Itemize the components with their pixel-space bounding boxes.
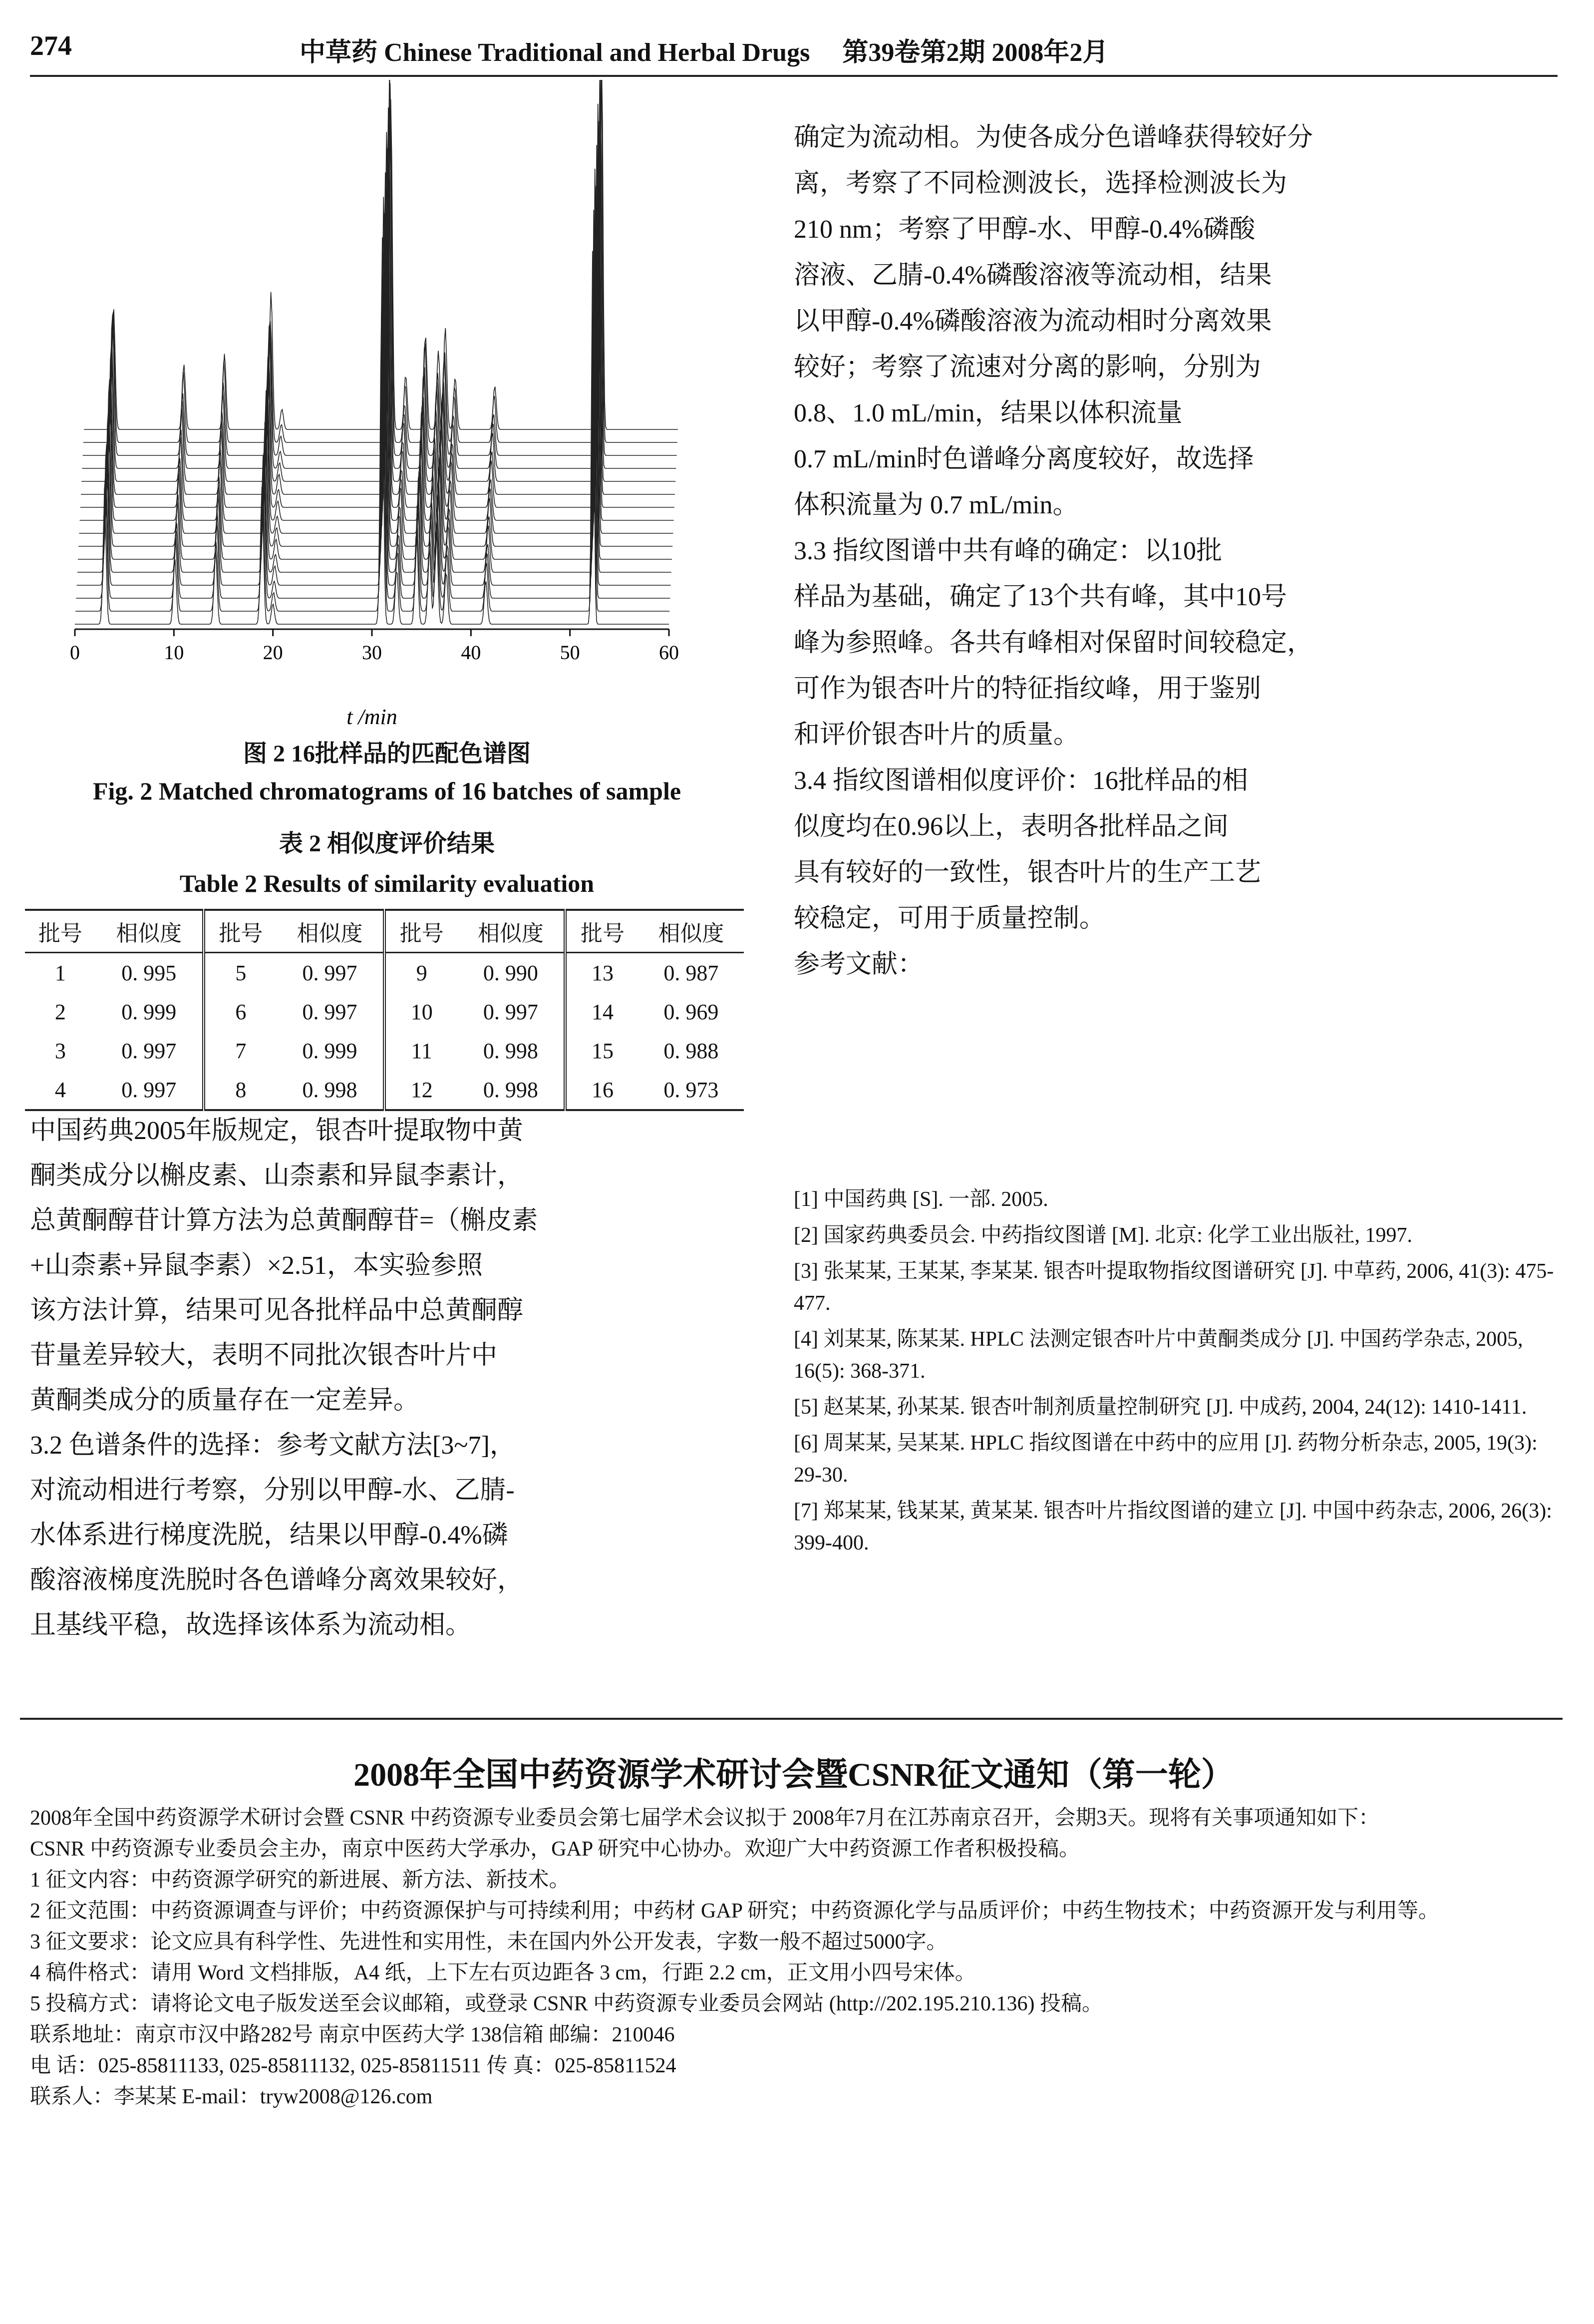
chromatogram-trace	[79, 145, 673, 533]
batch-number-cell: 9	[384, 953, 458, 993]
notice-paragraph: 2008年全国中药资源学术研讨会暨 CSNR 中药资源专业委员会第七届学术会议拟于 2008年7月在江苏南京召开，会期3天。现将有关事项通知如下：	[30, 1807, 1380, 1830]
table-header: 批号	[25, 910, 96, 953]
similarity-cell: 0. 997	[121, 1038, 177, 1063]
chromatogram-figure	[30, 80, 744, 744]
body-text-line: 苷量差异较大，表明不同批次银杏叶片中	[30, 1341, 498, 1370]
reference-item: [5] 赵某某, 孙某某. 银杏叶制剂质量控制研究 [J]. 中成药, 2004, 24(12): 1410-1411.	[794, 1396, 1527, 1419]
references-list	[794, 1183, 1558, 1563]
notice-paragraph: 电 话：025-85811133, 025-85811132, 025-85811511 传 真：025-85811524	[30, 2054, 676, 2077]
body-text-line: 3.4 指纹图谱相似度评价：16批样品的相	[794, 767, 1249, 795]
batch-number-cell: 7	[204, 1031, 277, 1070]
reference-item: [6] 周某某, 吴某某. HPLC 指纹图谱在中药中的应用 [J]. 药物分析杂志, 2005, 19(3): 29-30.	[794, 1432, 1538, 1487]
right-column-text	[794, 115, 1558, 988]
x-tick-label: 20	[263, 641, 283, 664]
table-row	[25, 1031, 744, 1070]
body-text-line: 酮类成分以槲皮素、山柰素和异鼠李素计，	[30, 1162, 524, 1190]
table-body	[25, 953, 744, 1111]
similarity-cell: 0. 973	[663, 1077, 719, 1102]
notice-body	[30, 1803, 1558, 2112]
page-header	[30, 20, 1558, 77]
x-axis-ticks	[70, 629, 679, 664]
table-header-row	[25, 910, 744, 953]
table-header: 相似度	[638, 910, 744, 953]
similarity-cell: 0. 998	[483, 1077, 538, 1102]
body-text-line: 可作为银杏叶片的特征指纹峰，用于鉴别	[794, 675, 1262, 703]
similarity-cell: 0. 999	[121, 999, 177, 1024]
reference-item: [3] 张某某, 王某某, 李某某. 银杏叶提取物指纹图谱研究 [J]. 中草药, 2006, 41(3): 475-477.	[794, 1260, 1554, 1315]
notice-paragraph: 联系地址：南京市汉中路282号 南京中医药大学 138信箱 邮编：210046	[30, 2023, 675, 2046]
similarity-cell: 0. 997	[483, 999, 538, 1024]
notice-paragraph: CSNR 中药资源专业委员会主办，南京中医药大学承办，GAP 研究中心协办。欢迎广大中药资源工作者积极投稿。	[30, 1838, 1080, 1861]
batch-number-cell: 14	[565, 992, 638, 1031]
batch-number-cell: 16	[565, 1070, 638, 1110]
left-column-text	[30, 1109, 744, 1648]
x-axis-label: t /min	[346, 705, 397, 729]
reference-item: [1] 中国药典 [S]. 一部. 2005.	[794, 1188, 1048, 1211]
batch-number-cell: 15	[565, 1031, 638, 1070]
chromatogram-trace	[75, 251, 669, 625]
body-text-line: 溶液、乙腈-0.4%磷酸溶液等流动相，结果	[794, 261, 1272, 290]
chromatogram-trace	[78, 172, 672, 546]
chromatogram-trace	[78, 186, 672, 560]
batch-number-cell: 8	[204, 1070, 277, 1110]
chromatogram-trace	[75, 237, 669, 611]
body-text-line: 该方法计算，结果可见各批样品中总黄酮醇	[30, 1296, 524, 1325]
body-text-line: 0.7 mL/min时色谱峰分离度较好，故选择	[794, 445, 1254, 473]
notice-paragraph: 2 征文范围：中药资源调查与评价；中药资源保护与可持续利用；中药材 GAP 研究；中药资源化学与品质评价；中药生物技术；中药资源开发与利用等。	[30, 1900, 1439, 1923]
table-header: 相似度	[96, 910, 204, 953]
body-text-line: 酸溶液梯度洗脱时各色谱峰分离效果较好，	[30, 1566, 524, 1594]
batch-number-cell: 13	[565, 953, 638, 993]
table-header: 相似度	[277, 910, 384, 953]
page-number: 274	[30, 30, 72, 61]
similarity-cell: 0. 998	[302, 1077, 357, 1102]
body-text-line: 具有较好的一致性，银杏叶片的生产工艺	[794, 858, 1262, 887]
reference-item: [4] 刘某某, 陈某某. HPLC 法测定银杏叶片中黄酮类成分 [J]. 中国药学杂志, 2005, 16(5): 368-371.	[794, 1328, 1523, 1383]
table-title-cn: 表 2 相似度评价结果	[279, 830, 495, 857]
batch-number-cell: 11	[384, 1031, 458, 1070]
table-row	[25, 953, 744, 993]
chromatogram-trace	[77, 169, 671, 572]
reference-item: [7] 郑某某, 钱某某, 黄某某. 银杏叶片指纹图谱的建立 [J]. 中国中药杂志, 2006, 26(3): 399-400.	[794, 1500, 1552, 1554]
figure-caption-cn: 图 2 16批样品的匹配色谱图	[243, 741, 531, 767]
body-text-line: 离，考察了不同检测波长，选择检测波长为	[794, 169, 1287, 198]
body-text-line: 似度均在0.96以上，表明各批样品之间	[794, 812, 1229, 841]
notice-paragraph: 联系人：李某某 E-mail：tryw2008@126.com	[30, 2085, 433, 2108]
batch-number-cell: 1	[54, 960, 66, 985]
batch-number-cell: 4	[54, 1077, 66, 1102]
table-header: 批号	[384, 910, 458, 953]
table-row	[25, 992, 744, 1031]
batch-number-cell: 12	[384, 1070, 458, 1110]
chromatogram-traces	[75, 80, 678, 624]
body-text-line: +山柰素+异鼠李素）×2.51，本实验参照	[30, 1251, 483, 1280]
x-tick-label: 10	[164, 641, 184, 664]
x-tick-label: 60	[659, 641, 679, 664]
body-text-line: 体积流量为 0.7 mL/min。	[794, 491, 1079, 519]
chromatogram-trace	[76, 210, 670, 598]
notice-paragraph: 4 稿件格式：请用 Word 文档排版，A4 纸，上下左右页边距各 3 cm，行距 2.2 cm，正文用小四号宋体。	[30, 1961, 976, 1984]
chromatogram-trace	[81, 107, 675, 481]
similarity-cell: 0. 997	[302, 999, 357, 1024]
chromatogram-trace	[82, 80, 676, 468]
batch-number-cell: 2	[54, 999, 66, 1024]
chromatogram-trace	[77, 197, 671, 585]
section-divider	[20, 1718, 1563, 1720]
chromatogram-svg	[30, 80, 744, 744]
table-row	[25, 1070, 744, 1110]
body-text-line: 以甲醇-0.4%磷酸溶液为流动相时分离效果	[794, 307, 1272, 336]
body-text-line: 参考文献：	[794, 950, 924, 979]
notice-paragraph: 3 征文要求：论文应具有科学性、先进性和实用性，未在国内外公开发表，字数一般不超过5000字。	[30, 1931, 948, 1953]
similarity-cell: 0. 997	[302, 960, 357, 985]
similarity-cell: 0. 969	[663, 999, 719, 1024]
chromatogram-trace	[80, 132, 674, 520]
table-header: 相似度	[457, 910, 565, 953]
body-text-line: 3.2 色谱条件的选择：参考文献方法[3~7]，	[30, 1431, 516, 1460]
chromatogram-trace	[83, 80, 677, 455]
notice-title: 2008年全国中药资源学术研讨会暨CSNR征文通知（第一轮）	[353, 1757, 1234, 1793]
batch-number-cell: 5	[204, 953, 277, 993]
journal-name: 中草药 Chinese Traditional and Herbal Drugs	[300, 38, 810, 67]
body-text-line: 水体系进行梯度洗脱，结果以甲醇-0.4%磷	[30, 1521, 508, 1549]
journal-title	[300, 31, 1108, 68]
similarity-table	[25, 909, 744, 1111]
batch-number-cell: 10	[384, 992, 458, 1031]
similarity-cell: 0. 988	[663, 1038, 719, 1063]
x-tick-label: 0	[70, 641, 80, 664]
similarity-cell: 0. 987	[663, 960, 719, 985]
body-text-line: 和评价银杏叶片的质量。	[794, 721, 1080, 749]
body-text-line: 210 nm；考察了甲醇-水、甲醇-0.4%磷酸	[794, 215, 1256, 244]
body-text-line: 且基线平稳，故选择该体系为流动相。	[30, 1611, 472, 1639]
batch-number-cell: 3	[54, 1038, 66, 1063]
body-text-line: 较好；考察了流速对分离的影响，分别为	[794, 353, 1262, 382]
x-tick-label: 50	[560, 641, 580, 664]
volume-issue: 第39卷第2期 2008年2月	[842, 38, 1109, 67]
body-text-line: 峰为参照峰。各共有峰相对保留时间较稳定，	[794, 629, 1313, 657]
table-header: 批号	[565, 910, 638, 953]
chromatogram-trace	[80, 104, 674, 507]
similarity-cell: 0. 998	[483, 1038, 538, 1063]
table-header: 批号	[204, 910, 277, 953]
similarity-cell: 0. 995	[121, 960, 177, 985]
body-text-line: 总黄酮醇苷计算方法为总黄酮醇苷=（槲皮素	[30, 1206, 538, 1235]
batch-number-cell: 6	[204, 992, 277, 1031]
body-text-line: 样品为基础，确定了13个共有峰，其中10号	[794, 583, 1287, 611]
similarity-cell: 0. 990	[483, 960, 538, 985]
table-title-en: Table 2 Results of similarity evaluation	[179, 869, 595, 897]
body-text-line: 0.8、1.0 mL/min，结果以体积流量	[794, 399, 1183, 427]
body-text-line: 确定为流动相。为使各成分色谱峰获得较好分	[794, 123, 1313, 152]
body-text-line: 较稳定，可用于质量控制。	[794, 904, 1106, 933]
notice-paragraph: 1 征文内容：中药资源学研究的新进展、新方法、新技术。	[30, 1869, 570, 1892]
body-text-line: 中国药典2005年版规定，银杏叶提取物中黄	[30, 1117, 524, 1145]
chromatogram-trace	[81, 121, 675, 495]
body-text-line: 3.3 指纹图谱中共有峰的确定：以10批	[794, 537, 1223, 565]
body-text-line: 黄酮类成分的质量存在一定差异。	[30, 1386, 420, 1415]
x-tick-label: 40	[461, 641, 481, 664]
x-tick-label: 30	[362, 641, 382, 664]
notice-paragraph: 5 投稿方式：请将论文电子版发送至会议邮箱，或登录 CSNR 中药资源专业委员会网站 (http://202.195.210.136) 投稿。	[30, 1992, 1103, 2015]
similarity-cell: 0. 999	[302, 1038, 357, 1063]
similarity-cell: 0. 997	[121, 1077, 177, 1102]
reference-item: [2] 国家药典委员会. 中药指纹图谱 [M]. 北京: 化学工业出版社, 1997.	[794, 1224, 1412, 1247]
body-text-line: 对流动相进行考察，分别以甲醇-水、乙腈-	[30, 1476, 515, 1505]
figure-caption-en: Fig. 2 Matched chromatograms of 16 batches of sample	[92, 777, 681, 805]
